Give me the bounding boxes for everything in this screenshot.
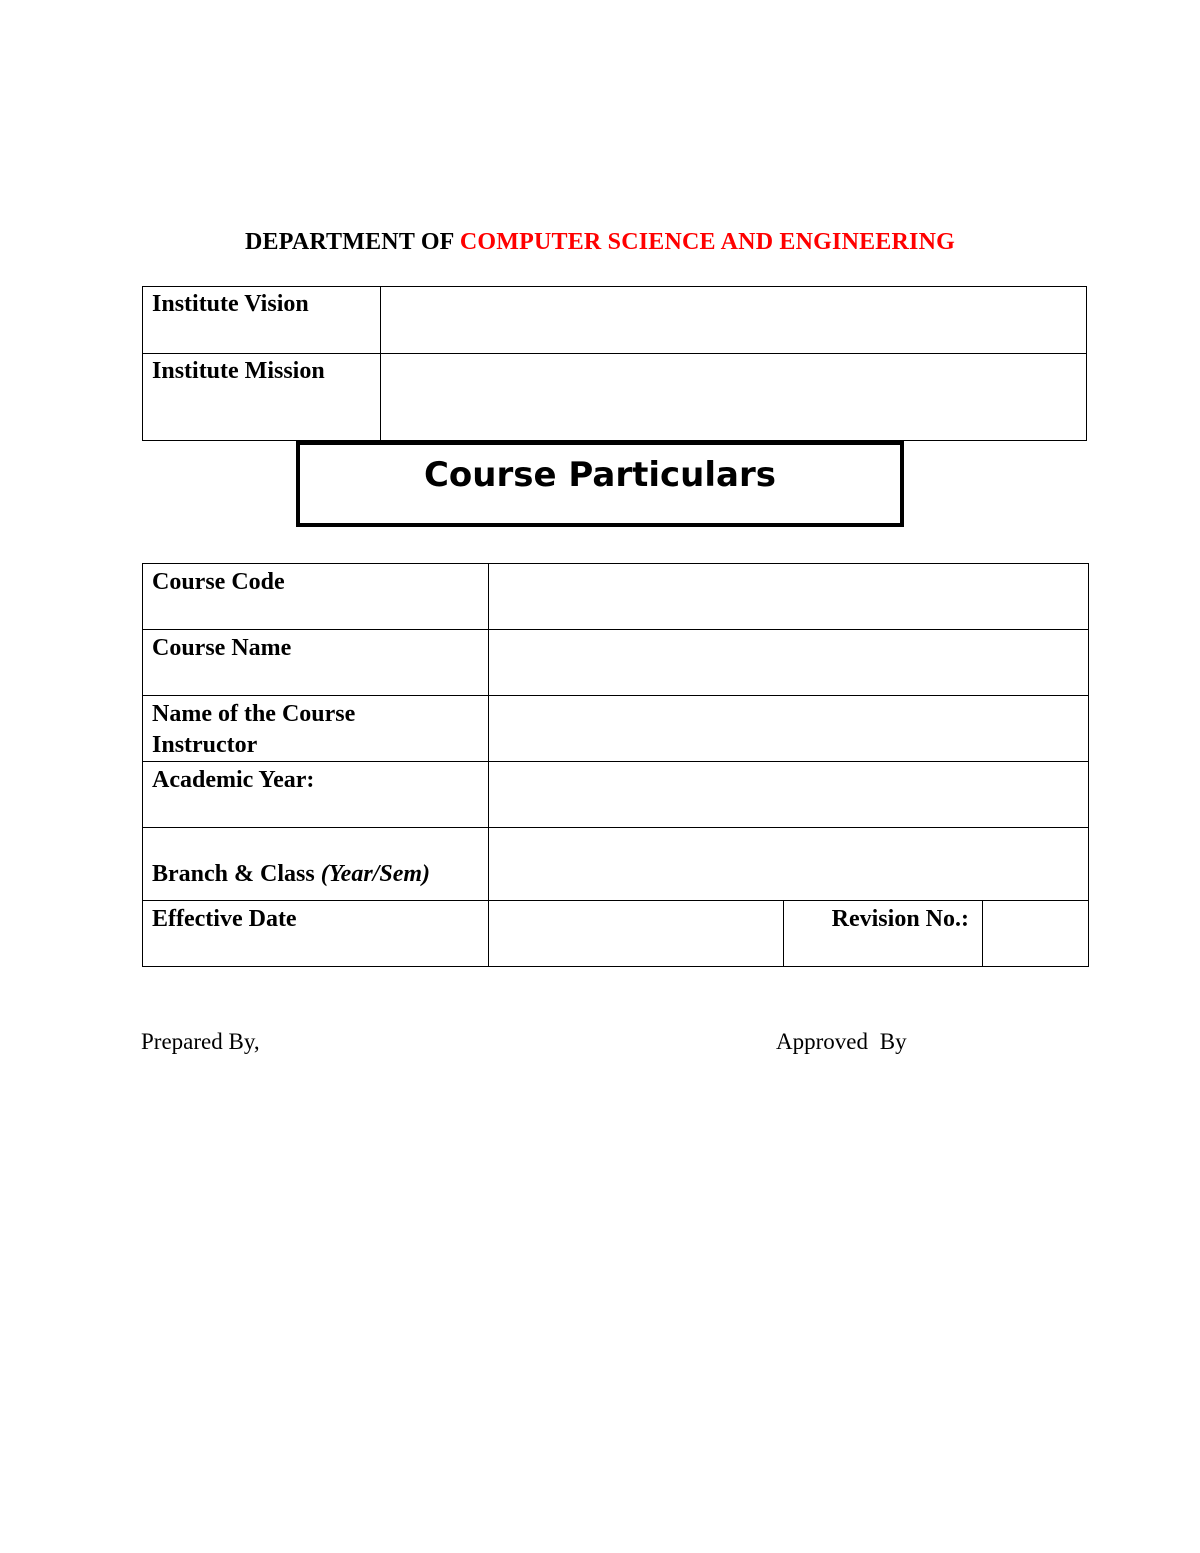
institute-mission-label: Institute Mission (143, 354, 381, 441)
prepared-by-label: Prepared By, (141, 1029, 260, 1054)
branch-class-label-italic: (Year/Sem) (320, 861, 430, 887)
branch-class-value (489, 828, 1089, 901)
revision-no-value (983, 901, 1089, 967)
course-instructor-row (143, 696, 1089, 762)
institute-vision-value (381, 287, 1087, 354)
revision-no-label: Revision No.: (784, 901, 983, 967)
academic-year-value (489, 762, 1089, 828)
department-name: COMPUTER SCIENCE AND ENGINEERING (459, 229, 955, 255)
course-instructor-label-line2: Instructor (152, 732, 258, 758)
effective-date-label: Effective Date (143, 901, 489, 967)
course-particulars-table (142, 563, 1089, 967)
institute-table (142, 286, 1087, 441)
course-instructor-value (489, 696, 1089, 762)
course-name-value (489, 630, 1089, 696)
course-particulars-title: Course Particulars (296, 441, 904, 527)
approved-by-label: Approved By (776, 1029, 907, 1054)
institute-vision-label: Institute Vision (143, 287, 381, 354)
effective-date-row (143, 901, 1089, 967)
department-heading (0, 229, 1200, 256)
course-code-row (143, 564, 1089, 630)
academic-year-row (143, 762, 1089, 828)
course-code-value (489, 564, 1089, 630)
branch-class-row (143, 828, 1089, 901)
branch-class-label-text: Branch & Class (152, 861, 315, 887)
branch-class-label (143, 828, 489, 901)
course-name-label: Course Name (143, 630, 489, 696)
institute-mission-row (143, 354, 1087, 441)
department-heading-prefix: DEPARTMENT OF (245, 229, 454, 255)
institute-vision-row (143, 287, 1087, 354)
course-instructor-label (143, 696, 489, 762)
course-name-row (143, 630, 1089, 696)
academic-year-label: Academic Year: (143, 762, 489, 828)
course-instructor-label-line1: Name of the Course (152, 701, 356, 727)
course-code-label: Course Code (143, 564, 489, 630)
institute-mission-value (381, 354, 1087, 441)
effective-date-value (489, 901, 784, 967)
